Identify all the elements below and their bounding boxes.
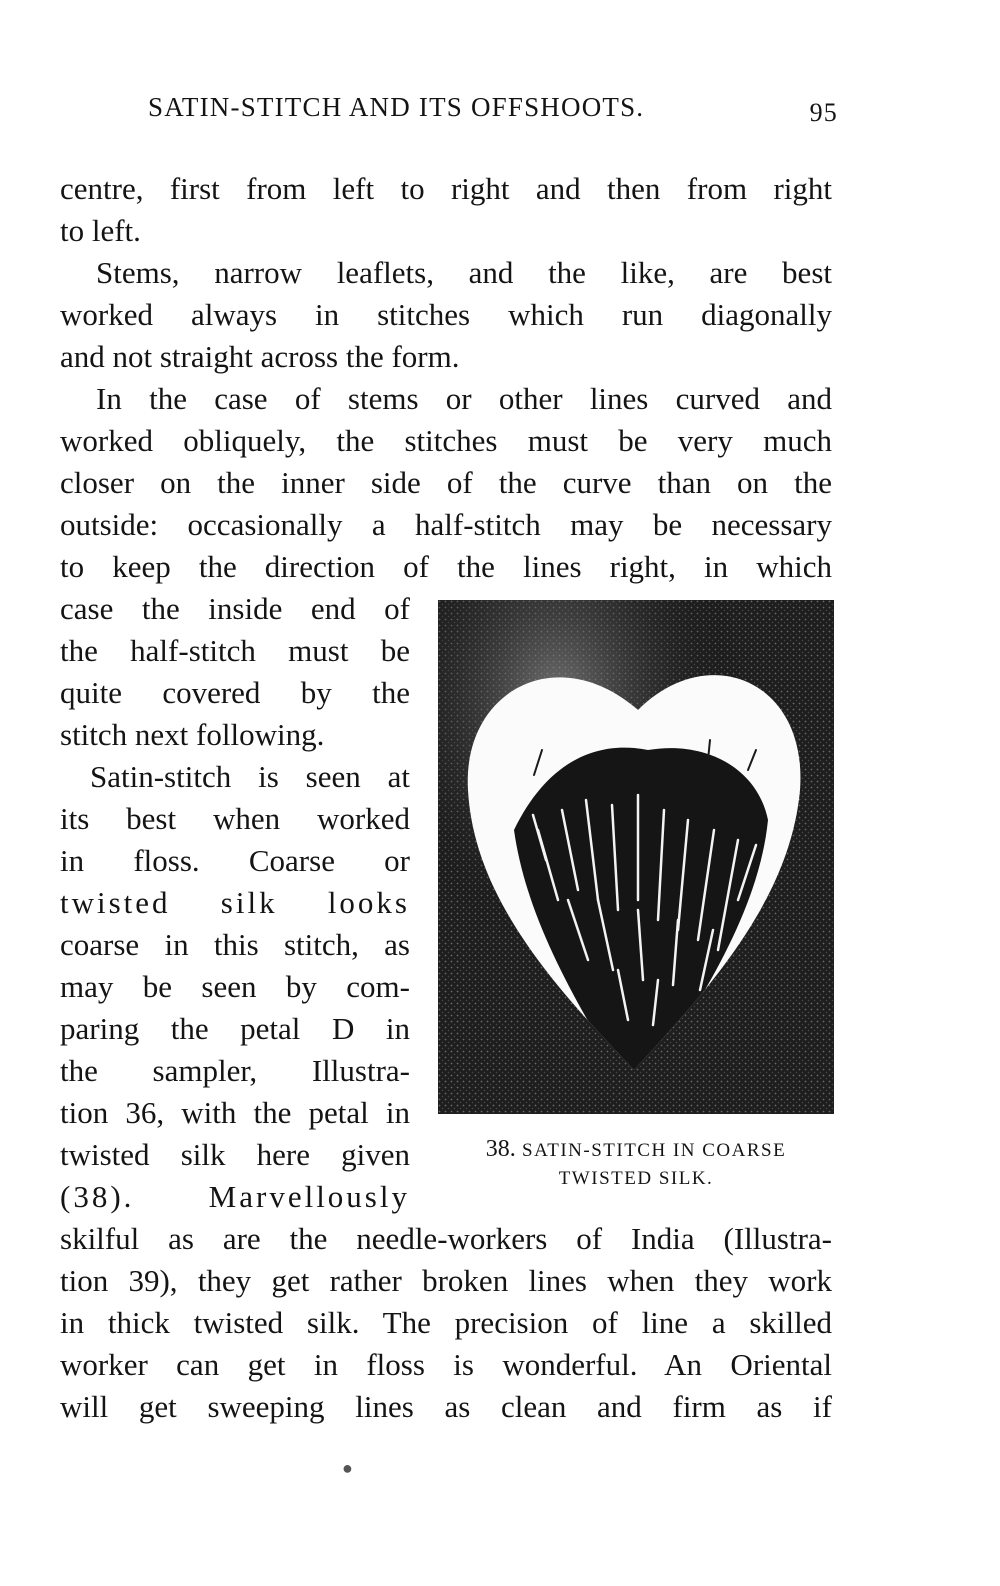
ink-mark: ● xyxy=(342,1458,353,1478)
text-line: case the inside end of xyxy=(60,591,410,626)
text-line: its best when worked xyxy=(60,801,410,836)
figure-satin-stitch-photo xyxy=(438,600,834,1114)
text-line: worker can get in floss is wonderful. An Oriental xyxy=(60,1347,832,1382)
text-line: worked always in stitches which run diagonally xyxy=(60,297,832,332)
text-line: stitch next following. xyxy=(60,717,325,752)
figure-caption-line-2: TWISTED SILK. xyxy=(558,1168,714,1189)
text-line: Stems, narrow leaflets, and the like, are best xyxy=(96,255,832,290)
figure-caption-line-1 xyxy=(438,1136,834,1163)
text-line: Satin-stitch is seen at xyxy=(90,759,410,794)
running-header-title: SATIN-STITCH AND ITS OFFSHOOTS. xyxy=(148,92,645,122)
text-line: closer on the inner side of the curve than on the xyxy=(60,465,832,500)
page-number: 95 xyxy=(809,98,838,127)
text-line: worked obliquely, the stitches must be very much xyxy=(60,423,832,458)
text-line: quite covered by the xyxy=(60,675,410,710)
text-line: twisted silk looks xyxy=(60,885,410,920)
text-line: will get sweeping lines as clean and firm as if xyxy=(60,1389,832,1424)
figure-number: 38. xyxy=(485,1136,516,1162)
text-line: tion 39), they get rather broken lines when they work xyxy=(60,1263,832,1298)
text-line: In the case of stems or other lines curved and xyxy=(96,381,832,416)
text-line: in floss. Coarse or xyxy=(60,843,410,878)
text-line: (38). Marvellously xyxy=(60,1179,410,1214)
running-header xyxy=(148,92,838,132)
text-line: to left. xyxy=(60,213,141,248)
text-line: in thick twisted silk. The precision of line a skilled xyxy=(60,1305,832,1340)
text-line: the half-stitch must be xyxy=(60,633,410,668)
text-line: coarse in this stitch, as xyxy=(60,927,410,962)
text-line: and not straight across the form. xyxy=(60,339,460,374)
text-line: twisted silk here given xyxy=(60,1137,410,1172)
text-line: the sampler, Illustra- xyxy=(60,1053,410,1088)
text-line: to keep the direction of the lines right, in which xyxy=(60,549,832,584)
text-line: may be seen by com- xyxy=(60,969,410,1004)
text-line: centre, first from left to right and then from right xyxy=(60,171,832,206)
text-line: outside: occasionally a half-stitch may be necessary xyxy=(60,507,832,542)
text-line: skilful as are the needle-workers of India (Illustra- xyxy=(60,1221,832,1256)
text-line: paring the petal D in xyxy=(60,1011,410,1046)
figure-caption-text: SATIN-STITCH IN COARSE xyxy=(522,1140,787,1161)
text-line: tion 36, with the petal in xyxy=(60,1095,410,1130)
